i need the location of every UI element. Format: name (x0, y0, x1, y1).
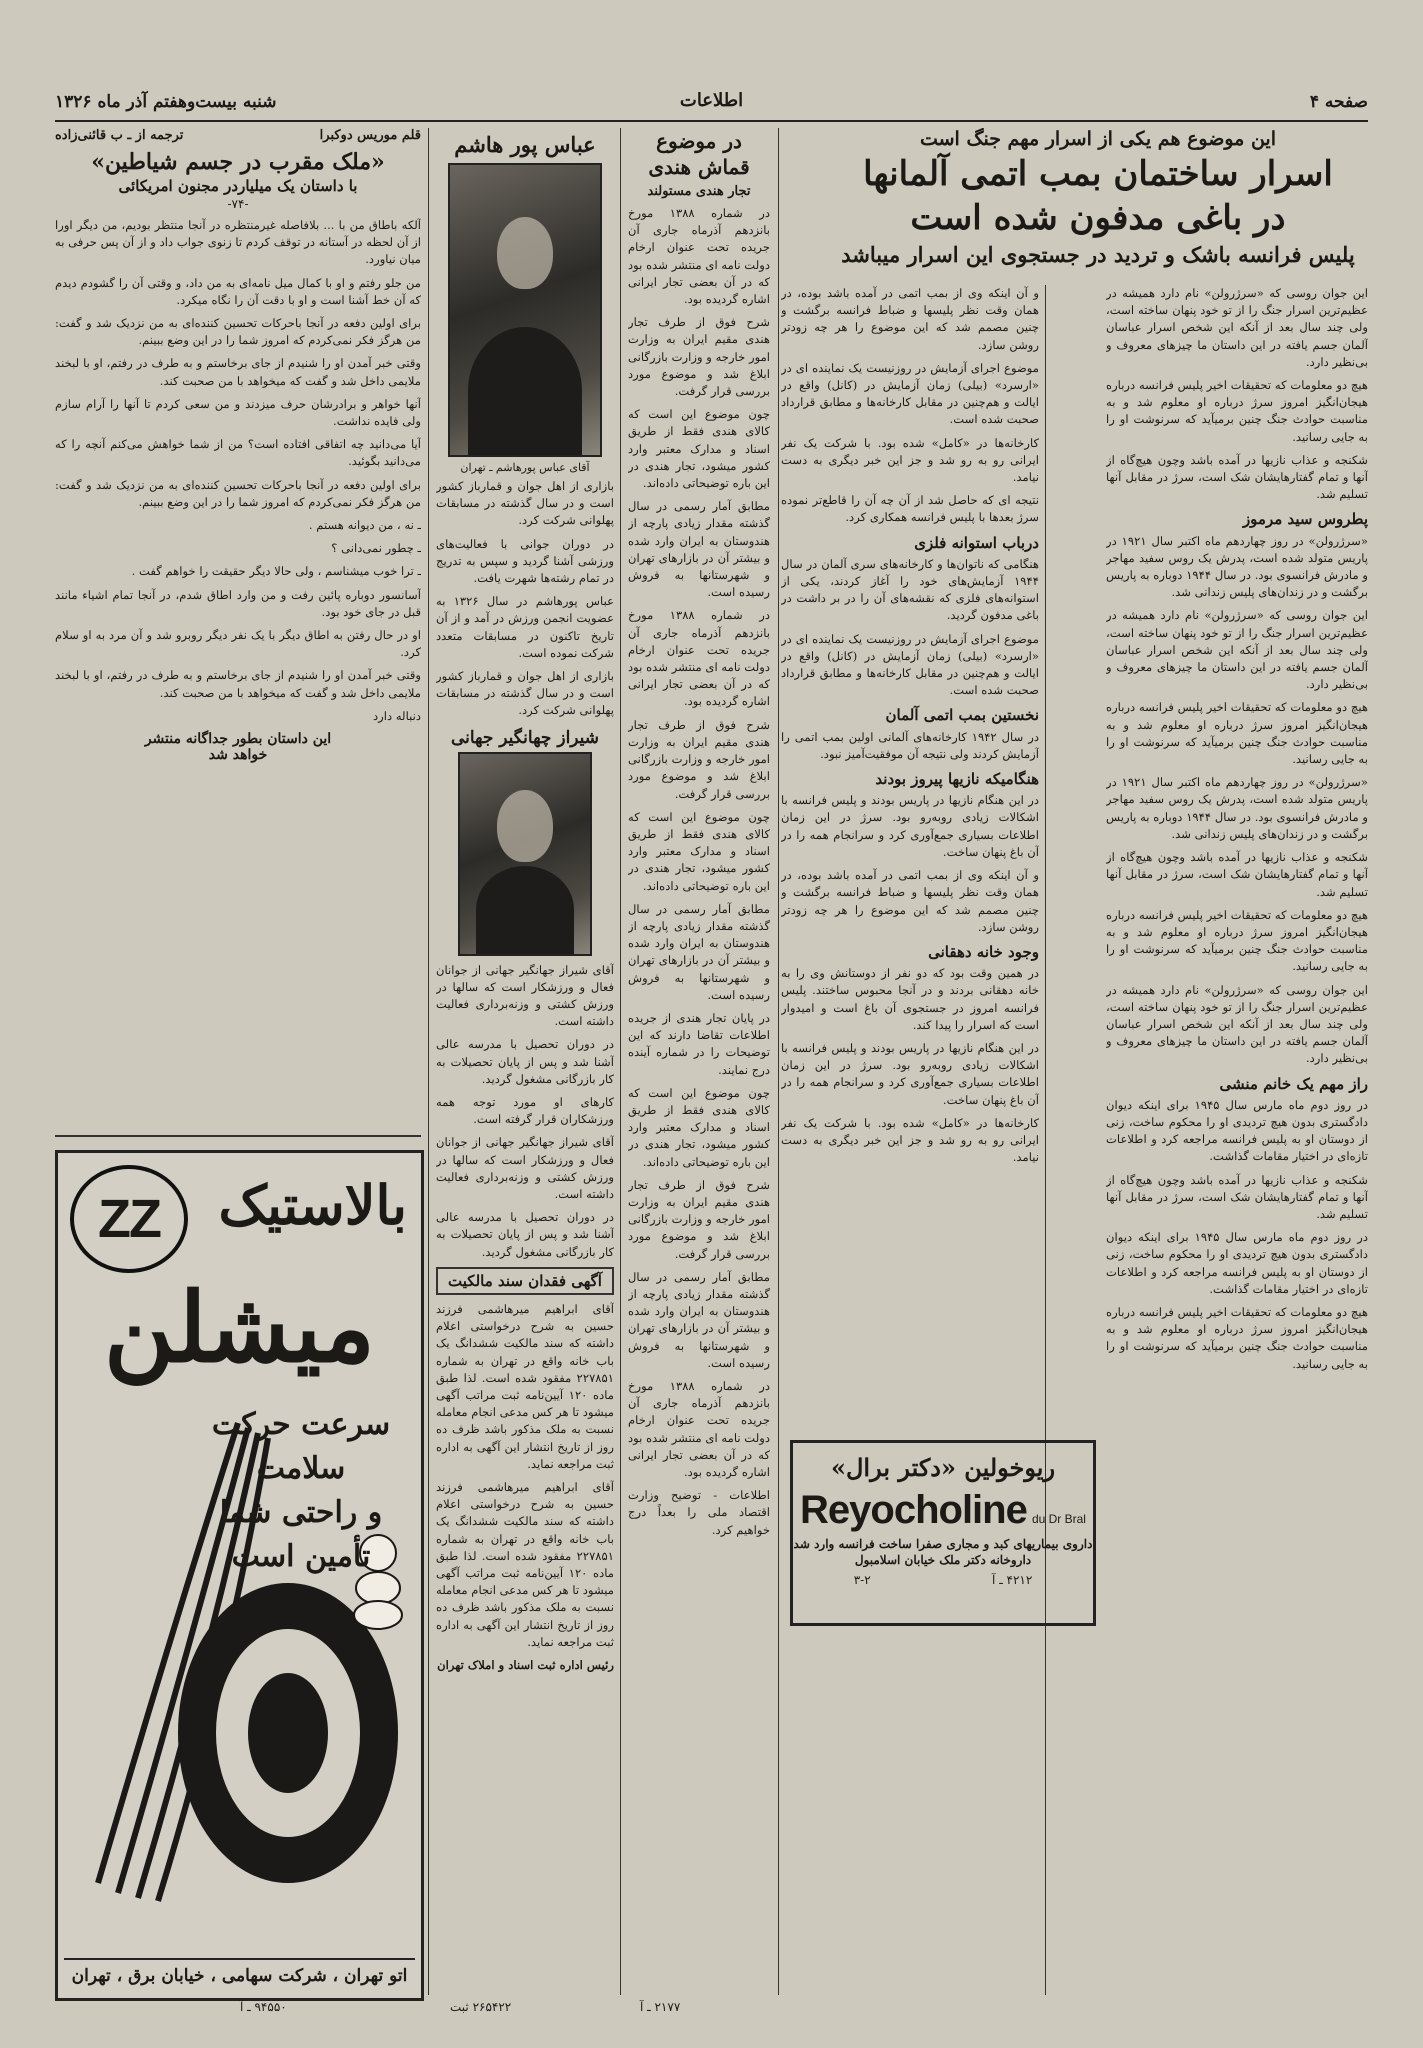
main-deck: پلیس فرانسه باشک و تردید در جستجوی این اسرار میباشد (841, 242, 1355, 267)
main-para: هیچ دو معلومات که تحقیقات اخیر پلیس فرانسه درباره هیجان‌انگیز امروز سرژ درباره او معلوم شد و به مناسبت حوادث جنگ چنین برمیآید که سرنوشت او را به جایی رسانید. (1106, 700, 1368, 767)
michelin-brand: میشلن (104, 1271, 375, 1384)
abbas-photo (448, 163, 602, 457)
indian-para: در شماره ۱۳۸۸ مورخ بانزدهم آذرماه جاری آن جریده تحت عنوان ارخام دولت نامه ای منتشر شده بود که در آن بعضی تجار ایرانی اشاره گردیده بود. (628, 1379, 770, 1480)
main-col2-subhead-2: نخستین بمب اتمی آلمان (885, 706, 1039, 725)
indian-footer-code-text: ۲۱۷۷ ـ آ (640, 2000, 681, 2014)
reyocholine-code2: ۴۲۱۲ ـ آ (992, 1573, 1033, 1587)
indian-subtitle: تجار هندی مستولند (647, 184, 751, 199)
reyocholine-ad (790, 1440, 1096, 1626)
slogan-line: و راحتی شما (219, 1495, 383, 1530)
reyocholine-code: ۳-۲ (853, 1573, 871, 1587)
serial-para: ـ ترا خوب میشناسم ، ولی حالا دیگر حقیقت را خواهم گفت . (131, 564, 421, 579)
main-para: شکنجه و عذاب نازیها در آمده باشد وچون هیچ‌گاه از آنها و تمام گفتارهایشان شک است، سرژ در مقابل آنها تسلیم شد. (1106, 1172, 1368, 1221)
serial-para: دنباله دارد (373, 708, 421, 723)
serial-author: قلم موریس دوکبرا (319, 128, 421, 143)
indian-column (628, 128, 770, 1995)
main-para: هیچ دو معلومات که تحقیقات اخیر پلیس فرانسه درباره هیجان‌انگیز امروز سرژ درباره او معلوم شد و به مناسبت حوادث جنگ چنین برمیآید که سرنوشت او را به جایی رسانید. (1106, 378, 1368, 444)
shiraz-para: آقای شیراز جهانگیر جهانی از جوانان فعال و ورزشکار است که سالها در ورزش کشتی و وزنه‌برداری فعالیت داشته است. (436, 1135, 614, 1202)
main-headline-2: در باغی مدفون شده است (910, 198, 1286, 238)
column-rule (1045, 285, 1046, 1995)
abbas-para: بازاری از اهل جوان و قمارباز کشور است و در سال گذشته در مسابقات پهلوانی شرکت کرد. (436, 479, 614, 528)
serial-para: ـ چطور نمی‌دانی ؟ (331, 541, 421, 556)
michelin-dealer: اتو تهران ، شرکت سهامی ، خیابان برق ، تهران (64, 1958, 415, 1986)
shiraz-para: در دوران تحصیل با مدرسه عالی آشنا شد و پس از پایان تحصیلات به کار بازرگانی مشغول گردید. (436, 1210, 614, 1259)
main-para: هیچ دو معلومات که تحقیقات اخیر پلیس فرانسه درباره هیجان‌انگیز امروز سرژ درباره او معلوم شد و به مناسبت حوادث جنگ چنین برمیآید که سرنوشت او را به جایی رسانید. (1106, 1304, 1368, 1371)
serial-para: آیا می‌دانید چه اتفاقی افتاده است؟ من از شما خواهش می‌کنم آنچه را که می‌دانید بگوئید. (55, 437, 421, 469)
main-subhead-1: پطروس سید مرموز (1242, 510, 1368, 529)
column-rule (778, 128, 779, 1995)
serial-para: آنها خواهر و برادرشان حرف میزدند و من سعی کردم تا آنها را آرام سازم ولی فایده نداشت. (55, 396, 421, 429)
photo-face (497, 790, 553, 862)
serial-para: آسانسور دوباره پائین رفت و من وارد اطاق شدم، در آنجا تمام اشیاء مانند قبل در جای خود بود. (55, 587, 421, 619)
main-para: در سال ۱۹۴۲ کارخانه‌های آلمانی اولین بمب اتمی را آزمایش کردند ولی نتیجه آن موفقیت‌آمیز نبود. (781, 729, 1039, 761)
serial-title: «ملک مقرب در جسم شیاطین» (91, 149, 385, 175)
indian-para: چون موضوع این است که کالای هندی فقط از طریق اسناد و مدارک معتبر وارد کشور میشود، تجار هندی در این باره توضیحاتی داده‌اند. (628, 407, 770, 491)
serial-para: ـ نه ، من دیوانه هستم . (308, 518, 421, 533)
issue-date: شنبه بیست‌وهفتم آذر ماه ۱۳۲۶ (55, 92, 277, 112)
shiraz-headline: شیراز چهانگیر جهانی (450, 727, 600, 748)
serial-byline-row (55, 128, 421, 143)
serial-end-rule (55, 1135, 421, 1137)
abbas-caption: آقای عباس پورهاشم ـ تهران (460, 461, 590, 474)
main-para: هنگامی که ناتوان‌ها و کارخانه‌های سری آلمان در سال ۱۹۴۴ آزمایش‌های خود را آغاز کردند، یکی از استوانه‌های فلزی که نقشه‌های آن را در بر داشت در باغی مدفون گردید. (781, 556, 1039, 623)
main-para: در روز دوم ماه مارس سال ۱۹۴۵ برای اینکه دیوان دادگستری بدون هیچ تردیدی او را محکوم ساخت، زنی از دوستان او به پلیس فرانسه مراجعه کرد و اطلاعات تازه‌ای در اختیار مقامات گذاشت. (1106, 1097, 1368, 1164)
abbas-para: در دوران جوانی با فعالیت‌های ورزشی آشنا گردید و سپس به تدریج در تمام رشته‌ها شهرت یافت. (436, 536, 614, 586)
shiraz-para: در دوران تحصیل با مدرسه عالی آشنا شد و پس از پایان تحصیلات به کار بازرگانی مشغول گردید. (436, 1037, 614, 1086)
main-para: «سرژرولن» در روز چهاردهم ماه اکتبر سال ۱۹۲۱ در پاریس متولد شده است، پدرش یک روس سفید مهاجر و مادرش فرانسوی بود. در سال ۱۹۴۴ دوباره به پاریس برگشت و در زندان‌های پلیس زندانی شد. (1106, 533, 1368, 600)
michelin-code: ۹۴۵۵۰ ـ آ (240, 2000, 287, 2014)
main-para: و آن اینکه وی از بمب اتمی در آمده باشد بوده، در همان وقت نظر پلیسها و ضباط فرانسه برگشت و چنین مصمم شد که این موضوع را هر چه زودتر روشن سازد. (781, 286, 1039, 352)
main-para: «سرژرولن» در روز چهاردهم ماه اکتبر سال ۱۹۲۱ در پاریس متولد شده است، پدرش یک روس سفید مهاجر و مادرش فرانسوی بود. در سال ۱۹۴۴ دوباره به پاریس برگشت و در زندان‌های پلیس زندانی شد. (1106, 775, 1368, 841)
notice-para: آقای ابراهیم میرهاشمی فرزند حسین به شرح درخواستی اعلام داشته که سند مالکیت ششدانگ یک باب خانه واقع در تهران به شماره ۲۲۷۸۵۱ مفقود شده است. لذا طبق ماده ۱۲۰ آیین‌نامه ثبت مراتب آگهی میشود تا هر کس مدعی انجام معامله نسبت به ملک مذکور باشد ظرف ده روز از تاریخ انتشار این آگهی به اداره ثبت مراجعه نماید. (436, 1301, 614, 1471)
serial-para: او در حال رفتن به اطاق دیگر با یک نفر دیگر روبرو شد و آن مرد به او سلام کرد. (55, 628, 421, 660)
main-para: کارخانه‌ها در «کامل» شده بود. با شرکت یک نفر ایرانی رو به رو شد و جز این خبر دیگری به دست نیامد. (781, 1115, 1039, 1165)
main-article-col2 (781, 285, 1039, 1430)
serial-para: برای اولین دفعه در آنجا باحرکات تحسین کننده‌ای به من نزدیک شد و گفت: من هرگز فکر نمی‌کردم که امروز شما را در این وضع ببینم. (55, 477, 421, 509)
reyocholine-latin: Reyocholine (800, 1488, 1027, 1532)
main-para: در روز دوم ماه مارس سال ۱۹۴۵ برای اینکه دیوان دادگستری بدون هیچ تردیدی او را محکوم ساخت، زنی از دوستان او به پلیس فرانسه مراجعه کرد و اطلاعات تازه‌ای در اختیار مقامات گذاشت. (1106, 1230, 1368, 1296)
main-col2-subhead-3: هنگامیکه نازیها پیروز بودند (875, 770, 1039, 789)
indian-para: چون موضوع این است که کالای هندی فقط از طریق اسناد و مدارک معتبر وارد کشور میشود، تجار هندی در این باره توضیحاتی داده‌اند. (628, 809, 770, 893)
notice-para: آقای ابراهیم میرهاشمی فرزند حسین به شرح درخواستی اعلام داشته که سند مالکیت ششدانگ یک باب خانه واقع در تهران به شماره ۲۲۷۸۵۱ مفقود شده است. لذا طبق ماده ۱۲۰ آیین‌نامه ثبت مراتب آگهی میشود تا هر کس مدعی انجام معامله نسبت به ملک مذکور باشد ظرف ده روز از تاریخ انتشار این آگهی به اداره ثبت مراجعه نماید. (436, 1479, 614, 1649)
photo-face (497, 217, 553, 289)
indian-para: مطابق آمار رسمی در سال گذشته مقدار زیادی پارچه از هندوستان به ایران وارد شده و بیشتر آن در بازارهای تهران و شهرستانها به فروش رسیده است. (628, 901, 770, 1002)
reyocholine-title: ریوخولین «دکتر برال» (830, 1453, 1056, 1482)
main-para: موضوع اجرای آزمایش در روزنیست یک نماینده ای در «ارسرد» (بیلی) زمان آزمایش در (کانل) واقع در ایالت و هم‌چنین در مقابل کارخانه‌ها و مطابق قرارداد صحبت شده است. (781, 360, 1039, 427)
indian-para: چون موضوع این است که کالای هندی فقط از طریق اسناد و مدارک معتبر وارد کشور میشود، تجار هندی در این باره توضیحاتی داده‌اند. (628, 1085, 770, 1169)
main-para: موضوع اجرای آزمایش در روزنیست یک نماینده ای در «ارسرد» (بیلی) زمان آزمایش در (کانل) واقع در ایالت و هم‌چنین در مقابل کارخانه‌ها و مطابق قرارداد صحبت شده است. (781, 631, 1039, 698)
serial-subtitle: با داستان یک میلیاردر مجنون امریکائی (118, 177, 358, 195)
main-para: نتیجه ای که حاصل شد از آن چه آن را قاطع‌تر نموده سرژ بعدها با پلیس فرانسه همکاری کرد. (781, 493, 1039, 525)
indian-para: مطابق آمار رسمی در سال گذشته مقدار زیادی پارچه از هندوستان به ایران وارد شده و بیشتر آن در بازارهای تهران و شهرستانها به فروش رسیده است. (628, 1269, 770, 1370)
michelin-ad (55, 1150, 424, 2001)
notice-body (436, 1301, 614, 1674)
indian-para: شرح فوق از طرف تجار هندی مقیم ایران به وزارت امور خارجه و وزارت بازرگانی ابلاغ شد و موضوع مورد بررسی قرار گرفت. (628, 717, 770, 801)
serial-column (55, 128, 421, 1128)
main-para: این جوان روسی که «سرژرولن» نام دارد همیشه در عظیم‌ترین اسرار جنگ را از تو خود پنهان ساخته است، ولی چند سال بعد از آنکه این شخص اسرار عباسان آلمان جسم یافته در این داستان ما چیزهای معروف و بی‌نظیر دارد. (1106, 608, 1368, 692)
newspaper-name: اطلاعات (679, 90, 744, 111)
main-col2-subhead-4: وجود خانه دهقانی (928, 942, 1039, 961)
indian-para: در شماره ۱۳۸۸ مورخ بانزدهم آذرماه جاری آن جریده تحت عنوان ارخام دولت نامه ای منتشر شده بود که در آن بعضی تجار ایرانی اشاره گردیده بود. (628, 206, 770, 307)
main-para: در این هنگام نازیها در پاریس بودند و پلیس فرانسه با اشکالات زیادی روبه‌رو بود. سرژ در این زمان اطلاعات بسیاری جمع‌آوری کرد و سرانجام همه را در آن باغ پنهان ساخت. (781, 793, 1039, 859)
main-subhead-2: راز مهم یک خانم منشی (1219, 1074, 1368, 1093)
abbas-headline: عباس پور هاشم (454, 132, 596, 157)
reyocholine-seller: داروخانه دکتر ملک خیابان اسلامبول (854, 1553, 1032, 1567)
notice-footer: رئیس اداره ثبت اسناد و املاک تهران (437, 1657, 614, 1672)
indian-para: اطلاعات - توضیح وزارت اقتصاد ملی را بعداً درج خواهیم کرد. (628, 1488, 770, 1537)
indian-para: شرح فوق از طرف تجار هندی مقیم ایران به وزارت امور خارجه و وزارت بازرگانی ابلاغ شد و موضوع مورد بررسی قرار گرفت. (628, 315, 770, 399)
main-para: این جوان روسی که «سرژرولن» نام دارد همیشه در عظیم‌ترین اسرار جنگ را از تو خود پنهان ساخته است، ولی چند سال بعد از آنکه این شخص اسرار عباسان آلمان جسم یافته در این داستان ما چیزهای معروف و بی‌نظیر دارد. (1106, 286, 1368, 369)
indian-body (628, 205, 770, 1539)
reyocholine-latin-row (793, 1488, 1093, 1533)
reyocholine-codes (793, 1573, 1093, 1587)
shiraz-photo (458, 752, 592, 956)
serial-para: برای اولین دفعه در آنجا باحرکات تحسین کننده‌ای به من نزدیک شد و گفت: من هرگز فکر نمی‌کردم که امروز شما را در این وضع ببینم. (55, 316, 421, 348)
michelin-slogan (201, 1403, 401, 1579)
main-para: شکنجه و عذاب نازیها در آمده باشد وچون هیچ‌گاه از آنها و تمام گفتارهایشان شک است، سرژ در مقابل آنها تسلیم شد. (1106, 452, 1368, 502)
reyocholine-desc: داروی بیماریهای کبد و مجاری صفرا ساخت فرانسه وارد شد (793, 1537, 1093, 1551)
slogan-line: سرعت حرکت (211, 1407, 391, 1442)
slogan-line: سلامت (256, 1451, 346, 1486)
main-para: شکنجه و عذاب نازیها در آمده باشد وچون هیچ‌گاه از آنها و تمام گفتارهایشان شک است، سرژ در مقابل آنها تسلیم شد. (1106, 850, 1368, 899)
abbas-footer-code: ۲۶۵۴۲۲ ثبت (450, 2000, 512, 2014)
page-number: صفحه ۴ (1309, 92, 1368, 112)
serial-body (55, 217, 421, 725)
abbas-body (436, 478, 614, 720)
page-header (55, 86, 1368, 122)
notice-title: آگهی فقدان سند مالکیت (436, 1267, 614, 1295)
main-article-headline (828, 128, 1368, 278)
main-para: هیچ دو معلومات که تحقیقات اخیر پلیس فرانسه درباره هیجان‌انگیز امروز سرژ درباره او معلوم شد و به مناسبت حوادث جنگ چنین برمیآید که سرنوشت او را به جایی رسانید. (1106, 907, 1368, 974)
tire (178, 1583, 398, 1883)
main-article-col1 (1106, 285, 1368, 1995)
abbas-para: عباس پورهاشم در سال ۱۳۲۶ به عضویت انجمن ورزش در آمد و از آن تاریخ تاکنون در مسابقات متعدد شرکت نموده است. (436, 594, 614, 660)
serial-para: وقتی خبر آمدن او را شنیدم از جای برخاستم و به طرف در رفتم، او با لبخند ملایمی داخل شد و گفت که میخواهد با من صحبت کند. (55, 356, 421, 388)
serial-para: آلکه باطاق من با ... بلافاصله غیرمنتظره در آنجا منتظر بودیم، من دیگر اورا از آن لحظه در آستانه در توقف کردم تا زنوی جواب داد و از آن پس حرفی به میان نیاورد. (55, 218, 421, 267)
reyocholine-latin-sub: du Dr Bral (1031, 1512, 1086, 1526)
photo-shoulders (468, 327, 582, 455)
column-rule (620, 128, 621, 1995)
shiraz-para: کارهای او مورد توجه همه ورزشکاران قرار گرفته است. (436, 1095, 614, 1127)
indian-para: در پایان تجار هندی از جریده اطلاعات تقاضا دارند که این توضیحات را در شماره آینده درج نمایند. (628, 1010, 770, 1077)
michelin-product: بالاستیک (218, 1173, 407, 1237)
serial-para: وقتی خبر آمدن او را شنیدم از جای برخاستم و به طرف در رفتم، او با لبخند ملایمی داخل شد و گفت که میخواهد با من صحبت کند. (55, 668, 421, 700)
serial-footer-note: این داستان بطور جداگانه منتشر خواهد شد (144, 731, 332, 764)
indian-para: در شماره ۱۳۸۸ مورخ بانزدهم آذرماه جاری آن جریده تحت عنوان ارخام دولت نامه ای منتشر شده بود که در آن بعضی تجار ایرانی اشاره گردیده بود. (628, 608, 770, 709)
main-para: و آن اینکه وی از بمب اتمی در آمده باشد بوده، در همان وقت نظر پلیسها و ضباط فرانسه برگشت و چنین مصمم شد که این موضوع را هر چه زودتر روشن سازد. (781, 868, 1039, 934)
main-kicker: این موضوع هم یکی از اسرار مهم جنگ است (919, 128, 1277, 150)
serial-part: -۷۴- (227, 197, 249, 211)
indian-para: شرح فوق از طرف تجار هندی مقیم ایران به وزارت امور خارجه و وزارت بازرگانی ابلاغ شد و موضوع مورد بررسی قرار گرفت. (628, 1177, 770, 1261)
photo-shoulders (476, 866, 575, 954)
main-para: در همین وقت بود که دو نفر از دوستانش وی را به خانه دهقانی بردند و در آنجا محبوس ساختند. پلیس فرانسه امروز در جستجوی آن باغ است و امیدوار است که اسرار را پیدا کند. (781, 966, 1039, 1032)
column-rule (428, 128, 429, 1995)
main-para: کارخانه‌ها در «کامل» شده بود. با شرکت یک نفر ایرانی رو به رو شد و جز این خبر دیگری به دست نیامد. (781, 435, 1039, 485)
abbas-column (436, 128, 614, 1995)
indian-para: مطابق آمار رسمی در سال گذشته مقدار زیادی پارچه از هندوستان به ایران وارد شده و بیشتر آن در بازارهای تهران و شهرستانها به فروش رسیده است. (628, 499, 770, 600)
serial-translator: ترجمه از ـ ب قائنی‌زاده (55, 128, 184, 143)
abbas-para: بازاری از اهل جوان و قمارباز کشور است و در سال گذشته در مسابقات پهلوانی شرکت کرد. (436, 669, 614, 718)
michelin-badge-text: ZZ (98, 1189, 160, 1249)
main-para: این جوان روسی که «سرژرولن» نام دارد همیشه در عظیم‌ترین اسرار جنگ را از تو خود پنهان ساخته است، ولی چند سال بعد از آنکه این شخص اسرار عباسان آلمان جسم یافته در این داستان ما چیزهای معروف و بی‌نظیر دارد. (1106, 982, 1368, 1066)
serial-para: من جلو رفتم و او با کمال میل نامه‌ای به من داد، و وقتی آن را گشودم دیدم که آن خط آشنا است و او با دقت آن را نگاه میکرد. (55, 275, 421, 307)
main-col2-subhead-1: درباب استوانه فلزی (914, 533, 1039, 552)
indian-title: در موضوع قماش هندی (648, 129, 750, 179)
michelin-badge (70, 1165, 188, 1273)
shiraz-body (436, 962, 614, 1261)
slogan-line: تأمین است (231, 1539, 371, 1574)
shiraz-para: آقای شیراز جهانگیر جهانی از جوانان فعال و ورزشکار است که سالها در ورزش کشتی و وزنه‌برداری فعالیت داشته است. (436, 962, 614, 1029)
main-headline-1: اسرار ساختمان بمب اتمی آلمانها (863, 154, 1333, 194)
main-para: در این هنگام نازیها در پاریس بودند و پلیس فرانسه با اشکالات زیادی روبه‌رو بود. سرژ در این زمان اطلاعات بسیاری جمع‌آوری کرد و سرانجام همه را در آن باغ پنهان ساخت. (781, 1040, 1039, 1107)
